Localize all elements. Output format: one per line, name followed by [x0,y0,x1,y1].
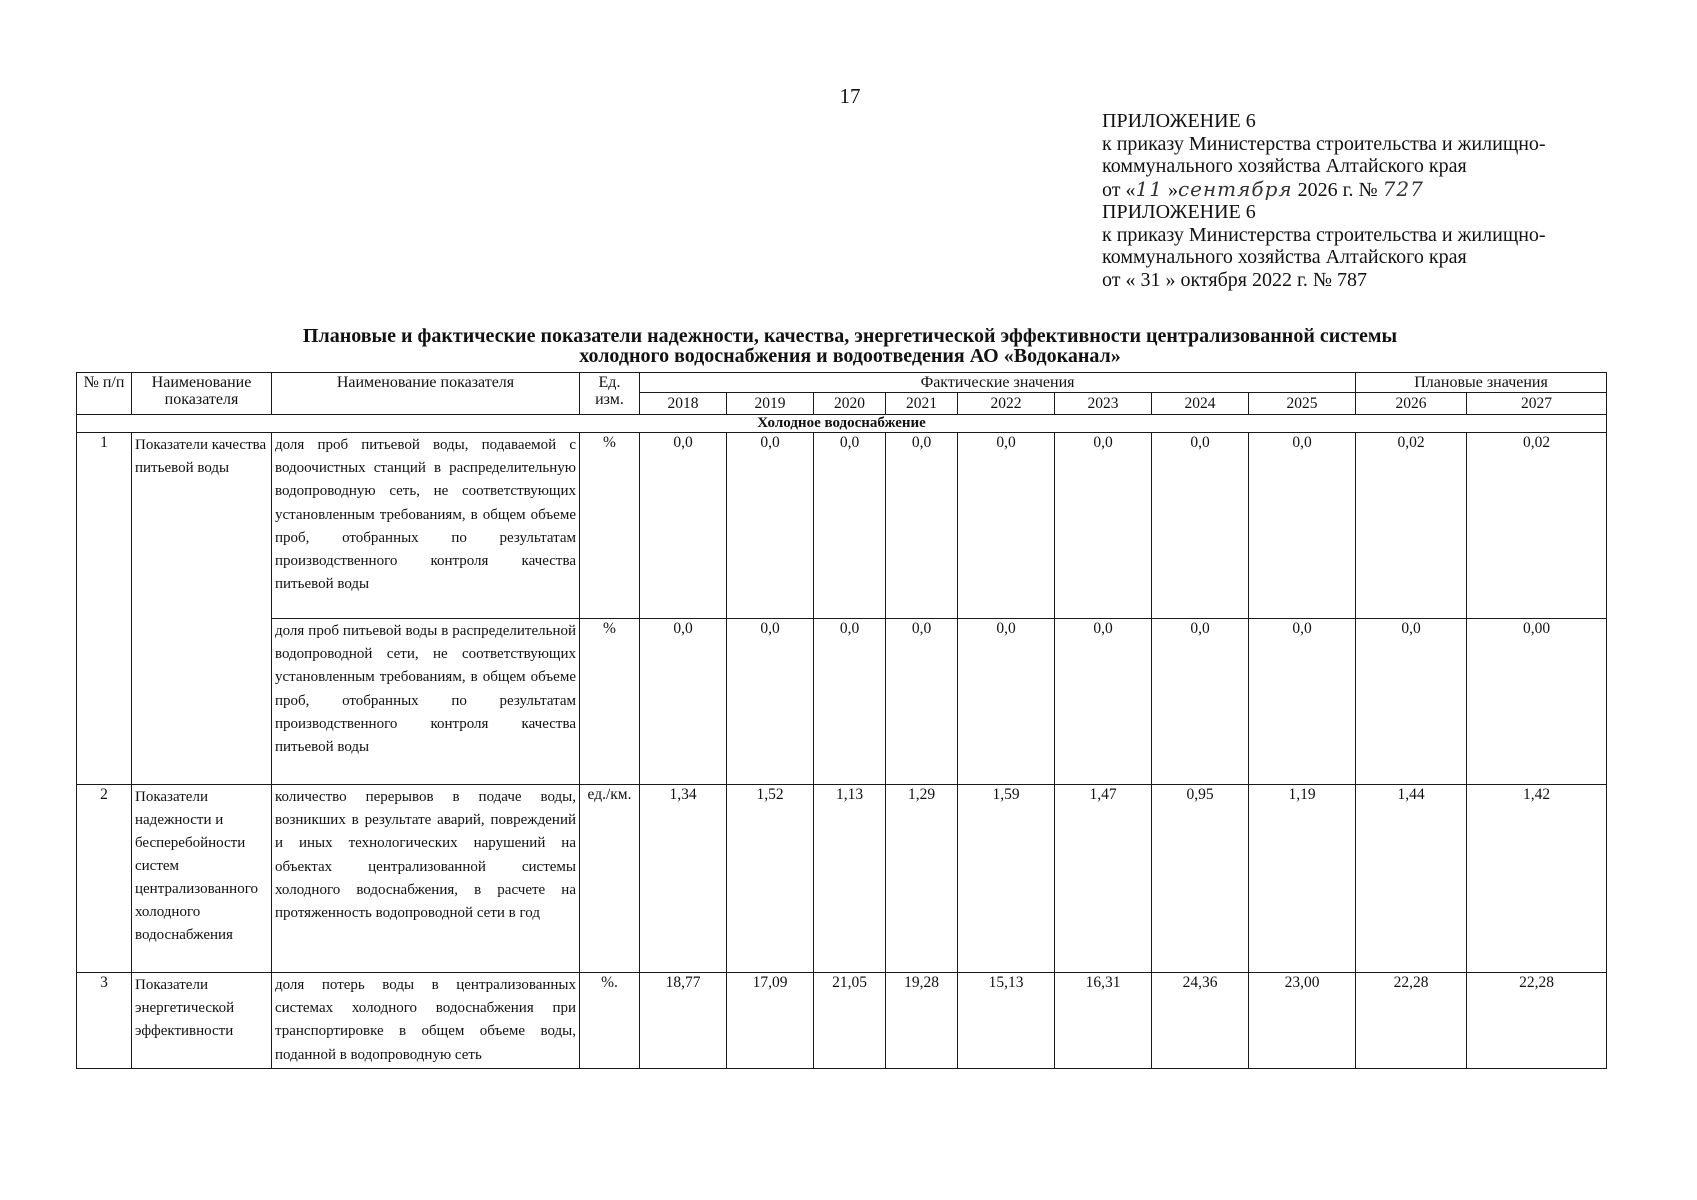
appendix-old [1102,201,1662,291]
appendix-old-line2: коммунального хозяйства Алтайского края [1102,246,1467,268]
year-header: 2027 [1467,393,1607,415]
value-cell: 0,0 [727,433,814,619]
value-cell: 16,31 [1055,973,1152,1069]
year-header: 2020 [814,393,886,415]
document-title-line2: холодного водоснабжения и водоотведения АО «Водоканал» [579,345,1121,367]
handwritten-month: сентября [1177,176,1293,201]
value-cell: 19,28 [886,973,958,1069]
row-description: количество перерывов в подаче воды, возникших в результате аварий, повреждений и иных технологических нарушений на объектах централизованной системы холодного водоснабжения, в расчете на протяженность водопроводной сети в год [272,785,580,973]
row-unit: % [580,619,640,785]
year-header: 2022 [958,393,1055,415]
header-num: № п/п [77,373,132,415]
value-cell: 17,09 [727,973,814,1069]
section-row [77,415,1607,433]
row-group: Показатели энергетической эффективности [132,973,272,1069]
appendix-old-line3: от « 31 » октября 2022 г. № 787 [1102,268,1368,291]
value-cell: 0,0 [1152,619,1249,785]
appendix-new-line2: коммунального хозяйства Алтайского края [1102,155,1467,177]
value-cell: 1,42 [1467,785,1607,973]
value-cell: 1,59 [958,785,1055,973]
appendix-old-title: ПРИЛОЖЕНИЕ 6 [1102,201,1256,223]
date-prefix: от « [1102,178,1136,201]
header-group: Наименование показателя [132,373,272,415]
table-row [77,619,1607,785]
header-row-top [77,373,1607,393]
row-unit: ед./км. [580,785,640,973]
handwritten-day: 11 [1135,176,1163,201]
appendix-new-title: ПРИЛОЖЕНИЕ 6 [1102,110,1256,132]
table-row [77,785,1607,973]
row-number: 1 [77,433,132,785]
value-cell: 0,0 [1055,619,1152,785]
value-cell: 0,0 [886,619,958,785]
value-cell: 0,0 [886,433,958,619]
value-cell: 0,95 [1152,785,1249,973]
section-title: Холодное водоснабжение [77,415,1607,433]
appendix-new [1102,110,1662,201]
value-cell: 0,0 [958,433,1055,619]
row-description: доля потерь воды в централизованных системах холодного водоснабжения при транспортировке в общем объеме воды, поданной в водопроводную сеть [272,973,580,1069]
value-cell: 0,0 [1356,619,1467,785]
value-cell: 0,0 [1249,433,1356,619]
year-header: 2023 [1055,393,1152,415]
year-header: 2018 [640,393,727,415]
value-cell: 1,34 [640,785,727,973]
value-cell: 1,47 [1055,785,1152,973]
value-cell: 0,0 [727,619,814,785]
row-unit: %. [580,973,640,1069]
value-cell: 1,19 [1249,785,1356,973]
value-cell: 0,0 [958,619,1055,785]
appendix-new-line1: к приказу Министерства строительства и жилищно- [1102,132,1546,155]
year-header: 2019 [727,393,814,415]
row-number: 3 [77,973,132,1069]
handwritten-number: 727 [1382,176,1424,201]
table-row [77,973,1607,1069]
header-indicator: Наименование показателя [272,373,580,415]
value-cell: 0,0 [1249,619,1356,785]
value-cell: 18,77 [640,973,727,1069]
appendix-block [1102,110,1662,291]
value-cell: 0,0 [1055,433,1152,619]
document-title [150,326,1550,366]
year-header: 2024 [1152,393,1249,415]
value-cell: 0,02 [1356,433,1467,619]
year-header: 2025 [1249,393,1356,415]
value-cell: 1,44 [1356,785,1467,973]
header-planned: Плановые значения [1356,373,1607,393]
row-number: 2 [77,785,132,973]
row-description: доля проб питьевой воды в распределительной водопроводной сети, не соответствующих установленным требованиям, в общем объеме проб, отобранных по результатам производственного контроля качества питьевой воды [272,619,580,785]
year-header: 2026 [1356,393,1467,415]
appendix-old-line1: к приказу Министерства строительства и жилищно- [1102,223,1546,246]
value-cell: 24,36 [1152,973,1249,1069]
value-cell: 0,0 [814,433,886,619]
value-cell: 1,52 [727,785,814,973]
date-year: 2026 г. № [1297,178,1378,201]
value-cell: 0,0 [814,619,886,785]
year-header: 2021 [886,393,958,415]
row-group: Показатели надежности и бесперебойности систем централизованного холодного водоснабжения [132,785,272,973]
value-cell: 22,28 [1467,973,1607,1069]
page-number: 17 [839,84,861,108]
value-cell: 21,05 [814,973,886,1069]
value-cell: 0,0 [640,433,727,619]
header-actual: Фактические значения [640,373,1356,393]
value-cell: 0,00 [1467,619,1607,785]
row-unit: % [580,433,640,619]
indicators-table [76,372,1607,1069]
value-cell: 1,13 [814,785,886,973]
row-group: Показатели качества питьевой воды [132,433,272,785]
value-cell: 0,0 [1152,433,1249,619]
appendix-new-date-line [1102,178,1662,202]
value-cell: 1,29 [886,785,958,973]
header-unit: Ед. изм. [580,373,640,415]
row-description: доля проб питьевой воды, подаваемой с водоочистных станций в распределительную водопроводную сеть, не соответствующих установленным требованиям, в общем объеме проб, отобранных по результатам производственного контроля качества питьевой воды [272,433,580,619]
value-cell: 0,02 [1467,433,1607,619]
value-cell: 22,28 [1356,973,1467,1069]
value-cell: 23,00 [1249,973,1356,1069]
document-title-line1: Плановые и фактические показатели надежности, качества, энергетической эффективности централизованной системы [302,325,1398,347]
value-cell: 0,0 [640,619,727,785]
date-mid: » [1167,178,1178,201]
table-row [77,433,1607,619]
value-cell: 15,13 [958,973,1055,1069]
